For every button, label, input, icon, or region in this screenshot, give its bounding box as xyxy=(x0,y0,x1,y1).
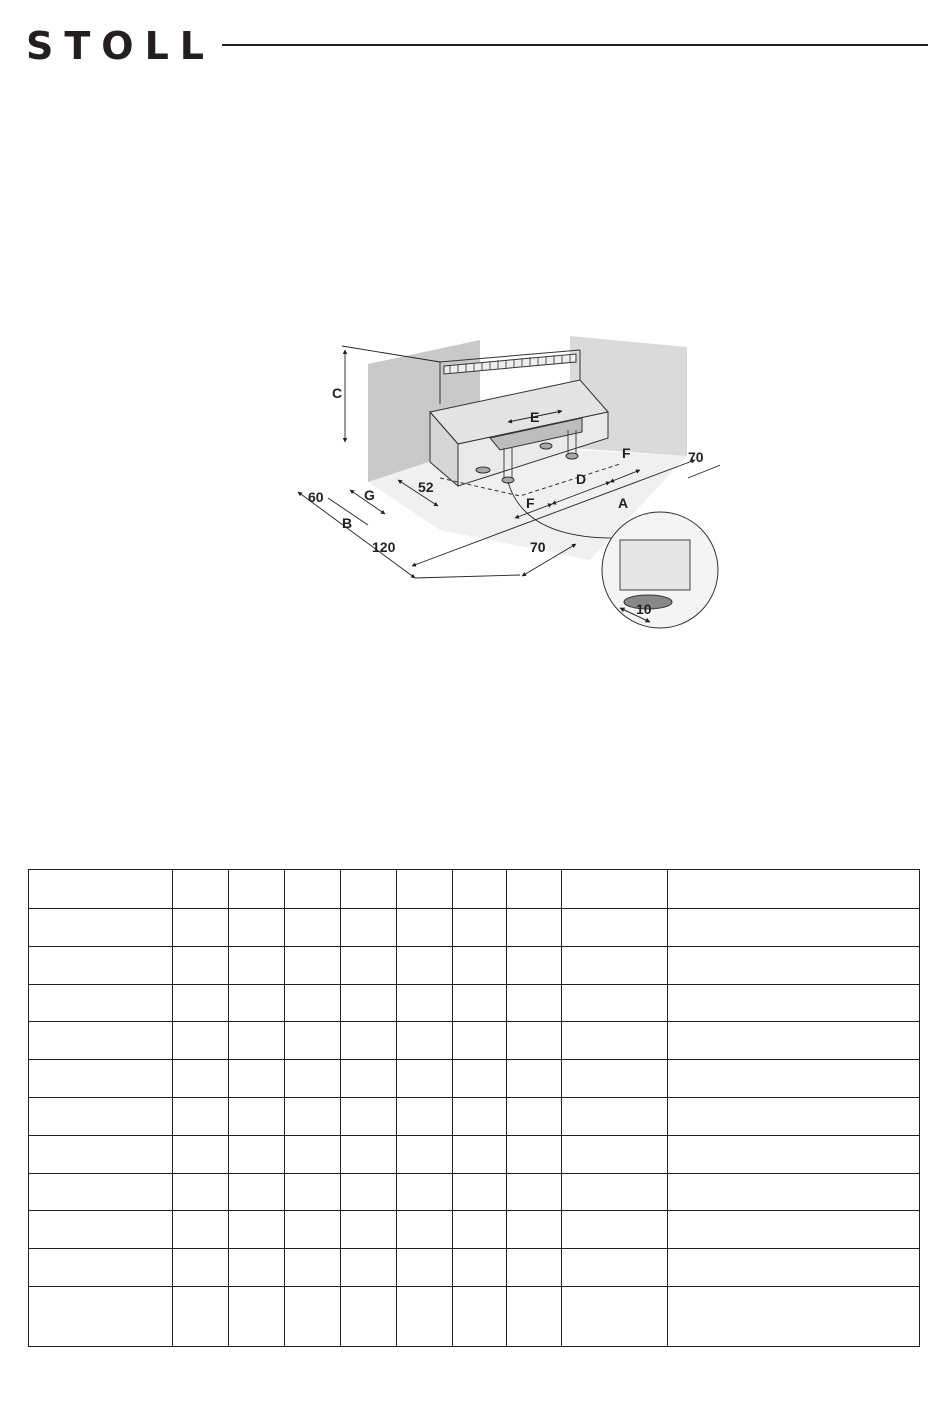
label-70-front: 70 xyxy=(530,539,546,555)
table-cell xyxy=(173,1097,229,1135)
table-cell xyxy=(397,946,453,984)
table-cell xyxy=(173,946,229,984)
label-a: A xyxy=(618,495,629,511)
table-cell xyxy=(285,946,341,984)
table-cell xyxy=(285,984,341,1022)
table-cell xyxy=(229,1211,285,1249)
label-e: E xyxy=(530,409,540,425)
table-cell xyxy=(229,909,285,947)
table-cell xyxy=(397,909,453,947)
table-cell xyxy=(285,1022,341,1060)
table-cell xyxy=(285,1173,341,1211)
table-cell xyxy=(173,1286,229,1346)
table-cell xyxy=(229,1173,285,1211)
table-row xyxy=(29,1173,920,1211)
table-cell xyxy=(507,1022,562,1060)
table-cell xyxy=(397,1211,453,1249)
table-cell xyxy=(453,870,507,909)
table-cell xyxy=(229,946,285,984)
table-cell xyxy=(173,909,229,947)
label-d: D xyxy=(576,471,587,487)
table-cell xyxy=(341,1211,397,1249)
table-cell xyxy=(341,1173,397,1211)
table-cell xyxy=(453,1135,507,1173)
table-cell xyxy=(229,1060,285,1098)
table-cell xyxy=(453,1286,507,1346)
table-cell xyxy=(173,1022,229,1060)
table-cell xyxy=(562,946,668,984)
label-b: B xyxy=(342,515,353,531)
table-row xyxy=(29,1211,920,1249)
table-cell xyxy=(507,909,562,947)
table-cell xyxy=(341,1060,397,1098)
table-cell xyxy=(453,984,507,1022)
table-cell xyxy=(668,909,920,947)
table-cell xyxy=(453,1097,507,1135)
label-120: 120 xyxy=(372,539,396,555)
table-cell xyxy=(29,1249,173,1287)
header-rule xyxy=(222,44,928,46)
table-cell xyxy=(173,1173,229,1211)
table-cell xyxy=(397,1097,453,1135)
table-cell xyxy=(668,870,920,909)
table-header-row xyxy=(29,870,920,909)
stoll-logo: STOLL xyxy=(26,24,216,68)
table-cell xyxy=(668,1249,920,1287)
table-cell xyxy=(397,984,453,1022)
table-cell xyxy=(29,1135,173,1173)
table-cell xyxy=(229,1097,285,1135)
table-cell xyxy=(453,1211,507,1249)
table-cell xyxy=(29,984,173,1022)
table-cell xyxy=(341,1097,397,1135)
machine-installation-diagram xyxy=(290,330,720,640)
table-cell xyxy=(562,1249,668,1287)
table-cell xyxy=(341,1249,397,1287)
label-f-left: F xyxy=(526,495,535,511)
table-cell xyxy=(507,1135,562,1173)
label-60: 60 xyxy=(308,489,324,505)
table-cell xyxy=(562,984,668,1022)
table-cell xyxy=(668,946,920,984)
table-cell xyxy=(29,1097,173,1135)
table-cell xyxy=(562,1135,668,1173)
table-cell xyxy=(562,1060,668,1098)
table-cell xyxy=(397,1173,453,1211)
table-cell xyxy=(341,1135,397,1173)
table-cell xyxy=(668,1060,920,1098)
table-cell xyxy=(229,1022,285,1060)
table-cell xyxy=(29,909,173,947)
table-cell xyxy=(668,1211,920,1249)
table-cell xyxy=(285,1211,341,1249)
table-cell xyxy=(397,1249,453,1287)
table-row xyxy=(29,946,920,984)
table-cell xyxy=(229,1286,285,1346)
table-cell xyxy=(453,946,507,984)
table-cell xyxy=(453,1022,507,1060)
table-cell xyxy=(562,909,668,947)
table-cell xyxy=(668,984,920,1022)
table-cell xyxy=(285,1060,341,1098)
table-cell xyxy=(668,1173,920,1211)
table-cell xyxy=(173,984,229,1022)
table-cell xyxy=(507,946,562,984)
table-cell xyxy=(173,870,229,909)
table-cell xyxy=(29,870,173,909)
table-cell xyxy=(29,946,173,984)
table-cell xyxy=(285,1135,341,1173)
table-cell xyxy=(285,1286,341,1346)
table-cell xyxy=(562,1022,668,1060)
specification-table xyxy=(28,869,920,1347)
table-cell xyxy=(562,870,668,909)
label-70-right: 70 xyxy=(688,449,704,465)
table-cell xyxy=(341,984,397,1022)
table-row xyxy=(29,1097,920,1135)
table-cell xyxy=(29,1022,173,1060)
table-cell xyxy=(29,1211,173,1249)
table-cell xyxy=(29,1173,173,1211)
foot-detail-inset xyxy=(602,512,718,628)
table-cell xyxy=(453,909,507,947)
table-cell xyxy=(397,870,453,909)
table-row xyxy=(29,1286,920,1346)
table-cell xyxy=(29,1060,173,1098)
table-cell xyxy=(173,1249,229,1287)
table-cell xyxy=(453,1060,507,1098)
table-cell xyxy=(397,1286,453,1346)
table-cell xyxy=(397,1060,453,1098)
table-cell xyxy=(562,1173,668,1211)
label-52: 52 xyxy=(418,479,434,495)
table-cell xyxy=(507,1286,562,1346)
table-cell xyxy=(285,909,341,947)
table-cell xyxy=(453,1249,507,1287)
table-cell xyxy=(668,1135,920,1173)
table-cell xyxy=(229,870,285,909)
table-row xyxy=(29,1249,920,1287)
label-10: 10 xyxy=(636,601,652,617)
table-cell xyxy=(285,1249,341,1287)
table-cell xyxy=(285,870,341,909)
table-row xyxy=(29,1135,920,1173)
table-cell xyxy=(507,1211,562,1249)
table-cell xyxy=(562,1097,668,1135)
table-row xyxy=(29,1022,920,1060)
table-cell xyxy=(285,1097,341,1135)
table-cell xyxy=(507,1173,562,1211)
table-cell xyxy=(668,1022,920,1060)
table-cell xyxy=(507,1060,562,1098)
table-cell xyxy=(229,1135,285,1173)
table-cell xyxy=(341,1022,397,1060)
label-g: G xyxy=(364,487,375,503)
table-row xyxy=(29,909,920,947)
table-cell xyxy=(229,984,285,1022)
table-row xyxy=(29,1060,920,1098)
table-cell xyxy=(507,1249,562,1287)
table-cell xyxy=(341,946,397,984)
table-cell xyxy=(397,1022,453,1060)
table-cell xyxy=(453,1173,507,1211)
table-cell xyxy=(229,1249,285,1287)
table-cell xyxy=(507,870,562,909)
table-row xyxy=(29,984,920,1022)
table-cell xyxy=(341,870,397,909)
label-c: C xyxy=(332,385,343,401)
label-f-right: F xyxy=(622,445,631,461)
table-cell xyxy=(173,1135,229,1173)
table-cell xyxy=(173,1060,229,1098)
table-cell xyxy=(562,1211,668,1249)
table-cell xyxy=(668,1097,920,1135)
table-cell xyxy=(341,909,397,947)
table-cell xyxy=(29,1286,173,1346)
table-cell xyxy=(507,1097,562,1135)
table-cell xyxy=(341,1286,397,1346)
table-cell xyxy=(668,1286,920,1346)
table-cell xyxy=(397,1135,453,1173)
table-cell xyxy=(173,1211,229,1249)
table-cell xyxy=(507,984,562,1022)
table-cell xyxy=(562,1286,668,1346)
